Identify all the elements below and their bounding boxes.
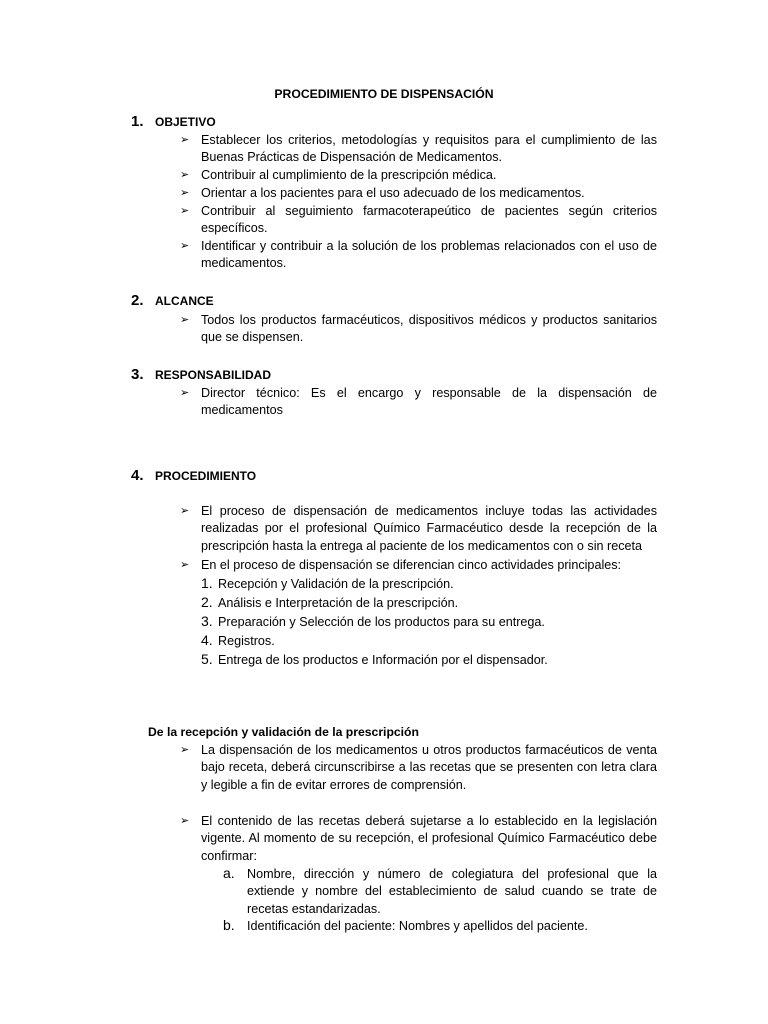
section-3-title: RESPONSABILIDAD <box>155 368 272 382</box>
recepcion-heading: De la recepción y validación de la prescripción <box>148 725 419 739</box>
bullet-arrow-icon: ➢ <box>180 559 190 571</box>
section-1-number: 1. <box>131 113 144 130</box>
activity-text: Entrega de los productos e Información por el dispensador. <box>218 653 548 667</box>
bullet-arrow-icon: ➢ <box>180 387 190 399</box>
bullet-arrow-icon: ➢ <box>180 505 190 517</box>
bullet-arrow-icon: ➢ <box>180 314 190 326</box>
section-2-title: ALCANCE <box>155 294 214 308</box>
objetivo-item-3: Orientar a los pacientes para el uso adecuado de los medicamentos. <box>201 186 585 200</box>
bullet-arrow-icon: ➢ <box>180 240 190 252</box>
bullet-arrow-icon: ➢ <box>180 187 190 199</box>
recepcion-item-1: La dispensación de los medicamentos u otros productos farmacéuticos de venta bajo receta, deberá circunscribirse a las recetas que se presenten con letra clara y legible a fin de evitar errores de comprensión. <box>201 743 657 792</box>
activity-number: 3. <box>201 613 213 629</box>
activity-text: Registros. <box>218 634 275 648</box>
activity-text: Preparación y Selección de los productos para su entrega. <box>218 615 545 629</box>
bullet-arrow-icon: ➢ <box>180 205 190 217</box>
responsabilidad-item-1: Director técnico: Es el encargo y responsable de la dispensación de medicamentos <box>201 386 657 418</box>
recepcion-item-2: El contenido de las recetas deberá sujetarse a lo establecido en la legislación vigente. Al momento de su recepción, el profesional Químico Farmacéutico debe confirmar: <box>201 814 657 863</box>
bullet-arrow-icon: ➢ <box>180 815 190 827</box>
section-3-number: 3. <box>131 366 144 383</box>
section-4-number: 4. <box>131 467 144 484</box>
activity-number: 2. <box>201 594 213 610</box>
check-text: Nombre, dirección y número de colegiatura del profesional que la extiende y nombre del establecimiento de salud cuando se trate de recetas estandarizadas. <box>247 867 657 916</box>
check-letter: b. <box>223 917 235 933</box>
procedimiento-item-1: El proceso de dispensación de medicamentos incluye todas las actividades realizadas por el profesional Químico Farmacéutico desde la recepción de la prescripción hasta la entrega al paciente de los medicamentos con o sin receta <box>201 504 657 553</box>
alcance-item-1: Todos los productos farmacéuticos, dispositivos médicos y productos sanitarios que se dispensen. <box>201 313 657 345</box>
activity-text: Recepción y Validación de la prescripción. <box>218 577 454 591</box>
objetivo-item-5: Identificar y contribuir a la solución de los problemas relacionados con el uso de medicamentos. <box>201 239 657 271</box>
bullet-arrow-icon: ➢ <box>180 134 190 146</box>
activity-text: Análisis e Interpretación de la prescripción. <box>218 596 459 610</box>
procedimiento-item-2: En el proceso de dispensación se diferencian cinco actividades principales: <box>201 558 622 572</box>
bullet-arrow-icon: ➢ <box>180 744 190 756</box>
activity-number: 4. <box>201 632 213 648</box>
objetivo-item-2: Contribuir al cumplimiento de la prescripción médica. <box>201 168 497 182</box>
bullet-arrow-icon: ➢ <box>180 169 190 181</box>
check-text: Identificación del paciente: Nombres y apellidos del paciente. <box>247 919 588 933</box>
check-letter: a. <box>223 865 235 881</box>
section-2-number: 2. <box>131 292 144 309</box>
activity-number: 1. <box>201 575 213 591</box>
objetivo-item-1: Establecer los criterios, metodologías y requisitos para el cumplimiento de las Buenas Prácticas de Dispensación de Medicamentos. <box>201 133 657 165</box>
section-1-title: OBJETIVO <box>155 115 216 129</box>
page-title: PROCEDIMIENTO DE DISPENSACIÓN <box>274 87 494 101</box>
section-4-title: PROCEDIMIENTO <box>155 469 257 483</box>
objetivo-item-4: Contribuir al seguimiento farmacoterapeútico de pacientes según criterios específicos. <box>201 204 657 236</box>
activity-number: 5. <box>201 651 213 667</box>
